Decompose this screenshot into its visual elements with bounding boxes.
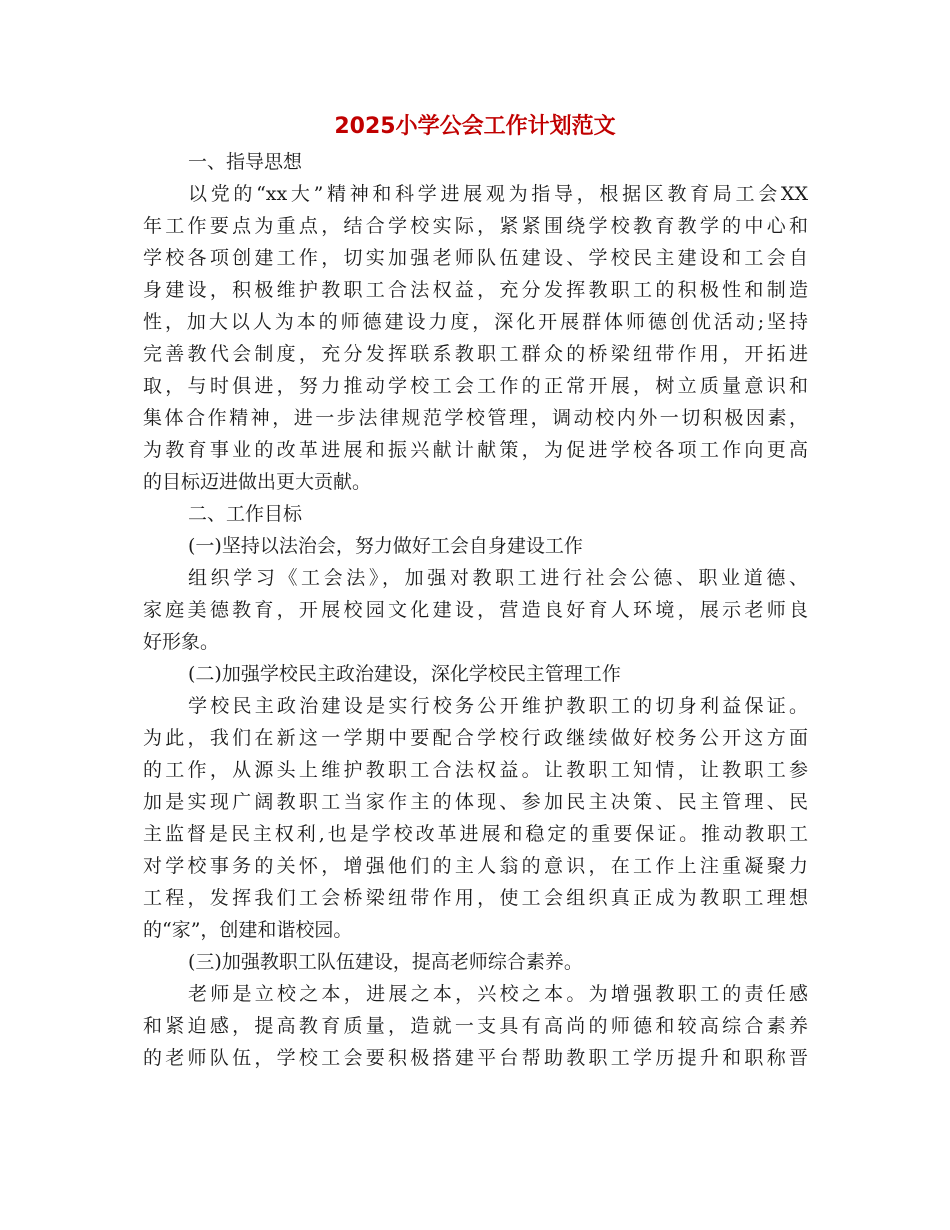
text-line: 和紧迫感，提高教育质量，造就一支具有高尚的师德和较高综合素养 [143,1015,808,1037]
text-line: 学校民主政治建设是实行校务公开维护教职工的切身利益保证。 [188,695,808,717]
text-line: 完善教代会制度，充分发挥联系教职工群众的桥梁纽带作用，开拓进 [143,343,808,365]
text-line: 家庭美德教育，开展校园文化建设，营造良好育人环境，展示老师良 [143,599,808,621]
text-line: 二、工作目标 [188,503,303,525]
text-line: 性，加大以人为本的师德建设力度，深化开展群体师德创优活动;坚持 [143,311,808,333]
text-line: 的老师队伍，学校工会要积极搭建平台帮助教职工学历提升和职称晋 [143,1047,808,1069]
text-line: 好形象。 [143,631,220,653]
text-line: 身建设，积极维护教职工合法权益，充分发挥教职工的积极性和制造 [143,279,808,301]
text-line: 年工作要点为重点，结合学校实际，紧紧围绕学校教育教学的中心和 [143,215,808,237]
text-line: 老师是立校之本，进展之本，兴校之本。为增强教职工的责任感 [188,983,808,1005]
text-line: 学校各项创建工作，切实加强老师队伍建设、学校民主建设和工会自 [143,247,808,269]
text-line: 集体合作精神，进一步法律规范学校管理，调动校内外一切积极因素， [143,407,808,429]
text-line: 一、指导思想 [188,151,303,173]
text-line: 的目标迈进做出更大贡献。 [143,471,372,493]
text-line: 对学校事务的关怀，增强他们的主人翁的意识，在工作上注重凝聚力 [143,855,808,877]
text-line: 的“家”，创建和谐校园。 [143,919,353,941]
text-line: (二)加强学校民主政治建设，深化学校民主管理工作 [188,663,621,685]
document-title: 2025小学公会工作计划范文 [334,114,616,139]
text-line: 主监督是民主权利,也是学校改革进展和稳定的重要保证。推动教职工 [143,823,808,845]
text-line: 为此，我们在新这一学期中要配合学校行政继续做好校务公开这方面 [143,727,808,749]
text-line: (一)坚持以法治会，努力做好工会自身建设工作 [188,535,583,557]
text-line: 的工作，从源头上维护教职工合法权益。让教职工知情，让教职工参 [143,759,808,781]
text-line: 组织学习《工会法》，加强对教职工进行社会公德、职业道德、 [188,567,808,589]
text-line: 工程，发挥我们工会桥梁纽带作用，使工会组织真正成为教职工理想 [143,887,808,909]
text-line: 加是实现广阔教职工当家作主的体现、参加民主决策、民主管理、民 [143,791,808,813]
text-line: (三)加强教职工队伍建设，提高老师综合素养。 [188,951,583,973]
text-line: 取，与时俱进，努力推动学校工会工作的正常开展，树立质量意识和 [143,375,808,397]
text-line: 为教育事业的改革进展和振兴献计献策，为促进学校各项工作向更高 [143,439,808,461]
text-line: 以党的“xx大”精神和科学进展观为指导，根据区教育局工会XX [188,183,808,205]
document-body [143,146,808,1074]
